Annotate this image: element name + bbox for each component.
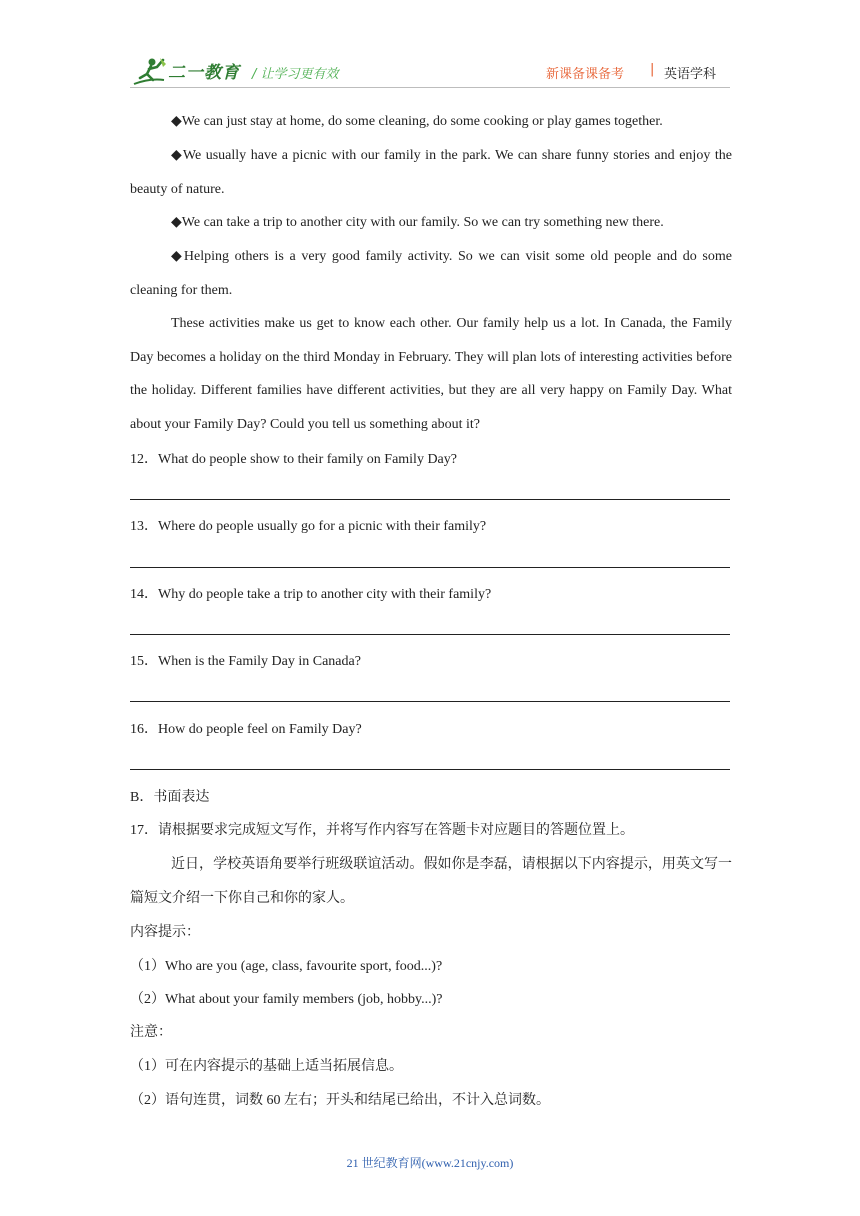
hint-2: （2）What about your family members (job, hobby...)?	[130, 992, 443, 1007]
passage-bullet-1: ◆We can just stay at home, do some cleaning, do some cooking or play games together.	[171, 114, 663, 129]
writing-intro: 近日，学校英语角要举行班级联谊活动。假如你是李磊，请根据以下内容提示，用英文写一篇短文介绍一下你自己和你的家人。	[130, 857, 732, 906]
subject-label: 英语学科	[664, 67, 717, 82]
question-17: 17．请根据要求完成短文写作，并将写作内容写在答题卡对应题目的答题位置上。	[130, 823, 634, 838]
passage-closing-paragraph: These activities make us get to know each other. Our family help us a lot. In Canada, the Family Day becomes a holiday on the third Monday in February. They will plan lots of interesting activities before the holiday. Different families have different activities, but they are all very happy on Family Day. What about your Family Day? Could you tell us something about it?	[130, 316, 732, 432]
passage-bullet-2: ◆We usually have a picnic with our family in the park. We can share funny stories and enjoy the beauty of nature.	[130, 148, 732, 197]
answer-line-14[interactable]	[130, 634, 730, 635]
answer-line-15[interactable]	[130, 701, 730, 702]
header-divider	[130, 87, 730, 88]
header-separator: |	[650, 62, 655, 77]
footer-source[interactable]: 21 世纪教育网(www.21cnjy.com)	[346, 1156, 514, 1170]
answer-line-16[interactable]	[130, 769, 730, 770]
notes-label: 注意：	[130, 1025, 172, 1040]
note-1: （1）可在内容提示的基础上适当拓展信息。	[130, 1059, 403, 1074]
note-2: （2）语句连贯，词数 60 左右；开头和结尾已给出，不计入总词数。	[130, 1093, 550, 1108]
passage-bullet-4: ◆Helping others is a very good family activity. So we can visit some old people and do some cleaning for them.	[130, 249, 732, 298]
question-12: 12．What do people show to their family on Family Day?	[130, 452, 457, 467]
answer-line-13[interactable]	[130, 567, 730, 568]
question-16: 16．How do people feel on Family Day?	[130, 722, 362, 737]
question-14: 14．Why do people take a trip to another city with their family?	[130, 587, 492, 602]
answer-line-12[interactable]	[130, 499, 730, 500]
slogan: / 让学习更有效	[252, 67, 339, 82]
hints-label: 内容提示：	[130, 925, 200, 940]
passage-bullet-3: ◆We can take a trip to another city with our family. So we can try something new there.	[171, 215, 664, 230]
hint-1: （1）Who are you (age, class, favourite sport, food...)?	[130, 959, 443, 974]
section-writing-title: B．书面表达	[130, 790, 210, 805]
question-15: 15．When is the Family Day in Canada?	[130, 654, 361, 669]
question-13: 13．Where do people usually go for a picnic with their family?	[130, 519, 487, 534]
exam-tag: 新课备课备考	[546, 67, 625, 82]
page-header	[130, 52, 730, 92]
logo-text: 二一教育	[168, 63, 240, 83]
